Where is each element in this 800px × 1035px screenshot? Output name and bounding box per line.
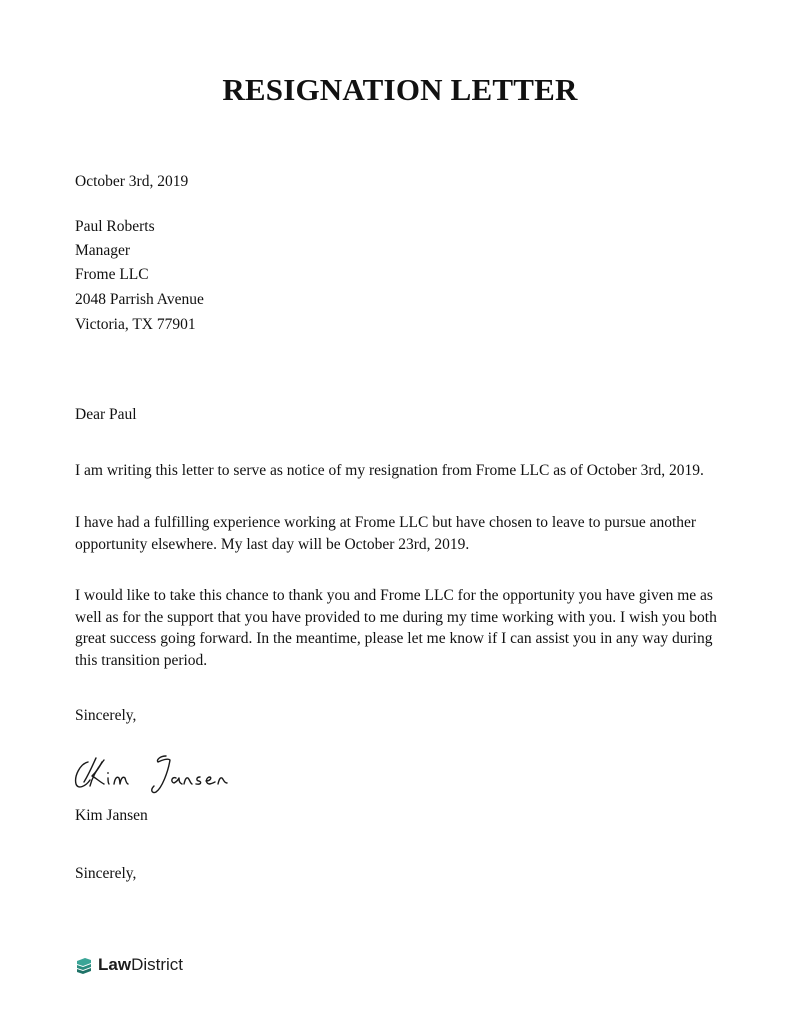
recipient-city: Victoria, TX 77901 (75, 316, 196, 333)
closing: Sincerely, (75, 707, 137, 724)
recipient-name: Paul Roberts (75, 218, 155, 235)
document-title: RESIGNATION LETTER (222, 72, 578, 107)
brand-name (98, 955, 183, 975)
salutation: Dear Paul (75, 406, 137, 423)
brand-name-bold: Law (98, 955, 132, 974)
paragraph-notice: I am writing this letter to serve as notice of my resignation from Frome LLC as of October 3rd, 2019. (75, 462, 704, 479)
closing-repeat: Sincerely, (75, 865, 137, 882)
recipient-position: Manager (75, 242, 131, 259)
building-icon (75, 956, 93, 974)
handwritten-signature (72, 748, 252, 796)
letter-date: October 3rd, 2019 (75, 173, 189, 190)
recipient-company: Frome LLC (75, 266, 149, 283)
paragraph-thanks: I would like to take this chance to thank you and Frome LLC for the opportunity you have given me as well as for the support that you have provided to me during my time working with you. I wish you both great success going forward. In the meantime, please let me know if I can assist you in any way during this transition period. (75, 587, 717, 669)
lawdistrict-logo (75, 955, 183, 975)
paragraph-experience: I have had a fulfilling experience working at Frome LLC but have chosen to leave to pursue another opportunity elsewhere. My last day will be October 23rd, 2019. (75, 514, 697, 553)
brand-name-regular: District (131, 955, 184, 974)
recipient-street: 2048 Parrish Avenue (75, 291, 204, 308)
sender-name: Kim Jansen (75, 807, 148, 824)
